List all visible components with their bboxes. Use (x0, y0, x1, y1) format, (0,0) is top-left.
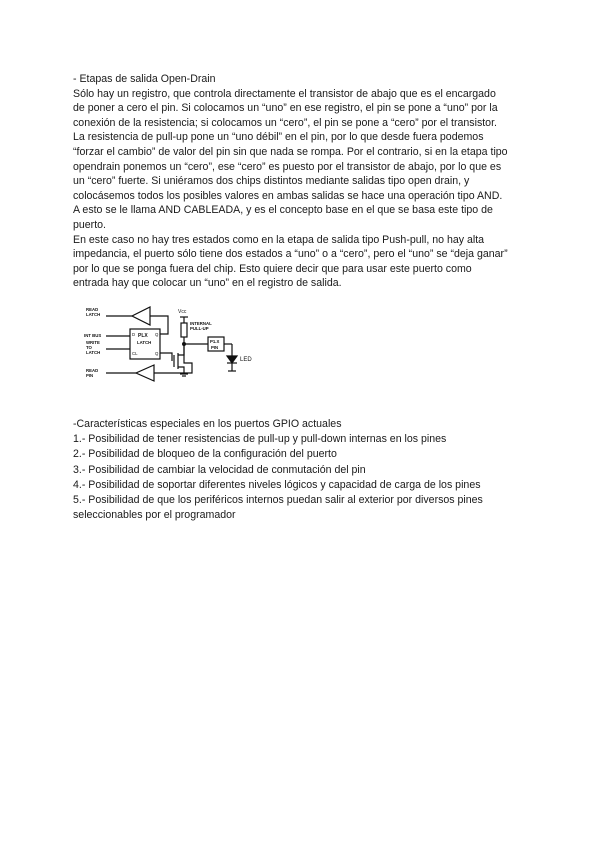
list-item: 2.- Posibilidad de bloqueo de la configuración del puerto (73, 448, 337, 461)
paragraph-line: por lo que se ponga fuera del chip. Esto quiere decir que para usar este puerto como (73, 262, 472, 275)
write-to-latch-label: TO (86, 344, 92, 350)
paragraph-line: entrada hay que colocar un “uno” en el registro de salida. (73, 277, 342, 290)
read-latch-label: READ (86, 306, 99, 312)
write-to-latch-label: WRITE (86, 339, 100, 345)
list-item: seleccionables por el programador (73, 509, 236, 522)
list-item: 3.- Posibilidad de cambiar la velocidad de conmutación del pin (73, 463, 366, 476)
latch-name-label: LATCH (137, 339, 152, 345)
paragraph-line: “forzar el cambio” de valor del pin sin que nada se rompa. Por el contrario, si en la etapa tipo (73, 145, 508, 158)
read-latch-buffer (132, 307, 150, 325)
list-item: 5.- Posibilidad de que los periféricos internos puedan salir al exterior por diversos pines (73, 493, 483, 506)
wire (160, 353, 172, 361)
read-pin-buffer (136, 365, 154, 381)
read-pin-label: READ (86, 367, 99, 373)
paragraph-line: A esto se le llama AND CABLEADA, y es el concepto base en el que se basa este tipo de (73, 204, 493, 217)
pin-label: PIN (211, 344, 219, 350)
list-item: 4.- Posibilidad de soportar diferentes niveles lógicos y capacidad de carga de los pines (73, 478, 481, 491)
paragraph-line: opendrain ponemos un “cero”, ese “cero” es puesto por el transistor de abajo, por lo que es (73, 160, 502, 173)
paragraph-line: conexión de la resistencia; si colocamos un “cero”, el pin se pone a “cero” por el transistor. (73, 116, 497, 129)
led-symbol (227, 356, 237, 363)
pullup-resistor (181, 323, 187, 337)
section-heading: -Características especiales en los puertos GPIO actuales (73, 417, 342, 430)
paragraph-line: colocásemos todos los posibles valores en ambas salidas se hace una operación tipo AND. (73, 189, 503, 202)
latch-q-label: Q (155, 331, 159, 337)
section-heading: - Etapas de salida Open-Drain (73, 73, 216, 85)
paragraph-line: impedancia, el puerto sólo tiene dos estados a “uno” o a “cero”, pero el “uno” se “deja ganar” (73, 248, 508, 261)
int-bus-label: INT BUS (84, 332, 102, 338)
document-page (73, 72, 543, 523)
read-pin-label: PIN (86, 372, 94, 378)
read-latch-label: LATCH (86, 311, 101, 317)
latch-d-label: D (132, 331, 136, 337)
paragraph-line: de poner a cero el pin. Si colocamos un “uno” en ese registro, el pin se pone a “uno” por la (73, 102, 498, 115)
open-drain-circuit-diagram (80, 303, 280, 393)
latch-cl-label: CL (132, 350, 138, 356)
section-gpio-features (73, 417, 543, 523)
internal-pullup-label: PULL-UP (190, 325, 209, 331)
list-item: 1.- Posibilidad de tener resistencias de pull-up y pull-down internas en los pines (73, 433, 447, 446)
paragraph-line: puerto. (73, 218, 106, 231)
latch-qbar-label: Q (155, 350, 159, 356)
paragraph-line: En este caso no hay tres estados como en la etapa de salida tipo Push-pull, no hay alta (73, 233, 485, 246)
p1x-label: P1.X (210, 338, 220, 344)
paragraph-line: Sólo hay un registro, que controla directamente el transistor de abajo que es el encargado (73, 87, 496, 100)
led-label: LED (240, 356, 252, 363)
paragraph-line: un “cero” fuerte. Si uniéramos dos chips distintos mediante salidas tipo open drain, y (73, 175, 470, 188)
latch-plx-label: PLX (138, 332, 148, 339)
internal-pullup-label: INTERNAL (190, 320, 212, 326)
section-open-drain (73, 72, 543, 291)
paragraph-line: La resistencia de pull-up pone un “uno débil” en el pin, por lo que desde fuera podemos (73, 131, 484, 144)
vcc-label: Vcc (178, 308, 187, 315)
write-to-latch-label: LATCH (86, 349, 101, 355)
circuit-svg (80, 303, 280, 393)
